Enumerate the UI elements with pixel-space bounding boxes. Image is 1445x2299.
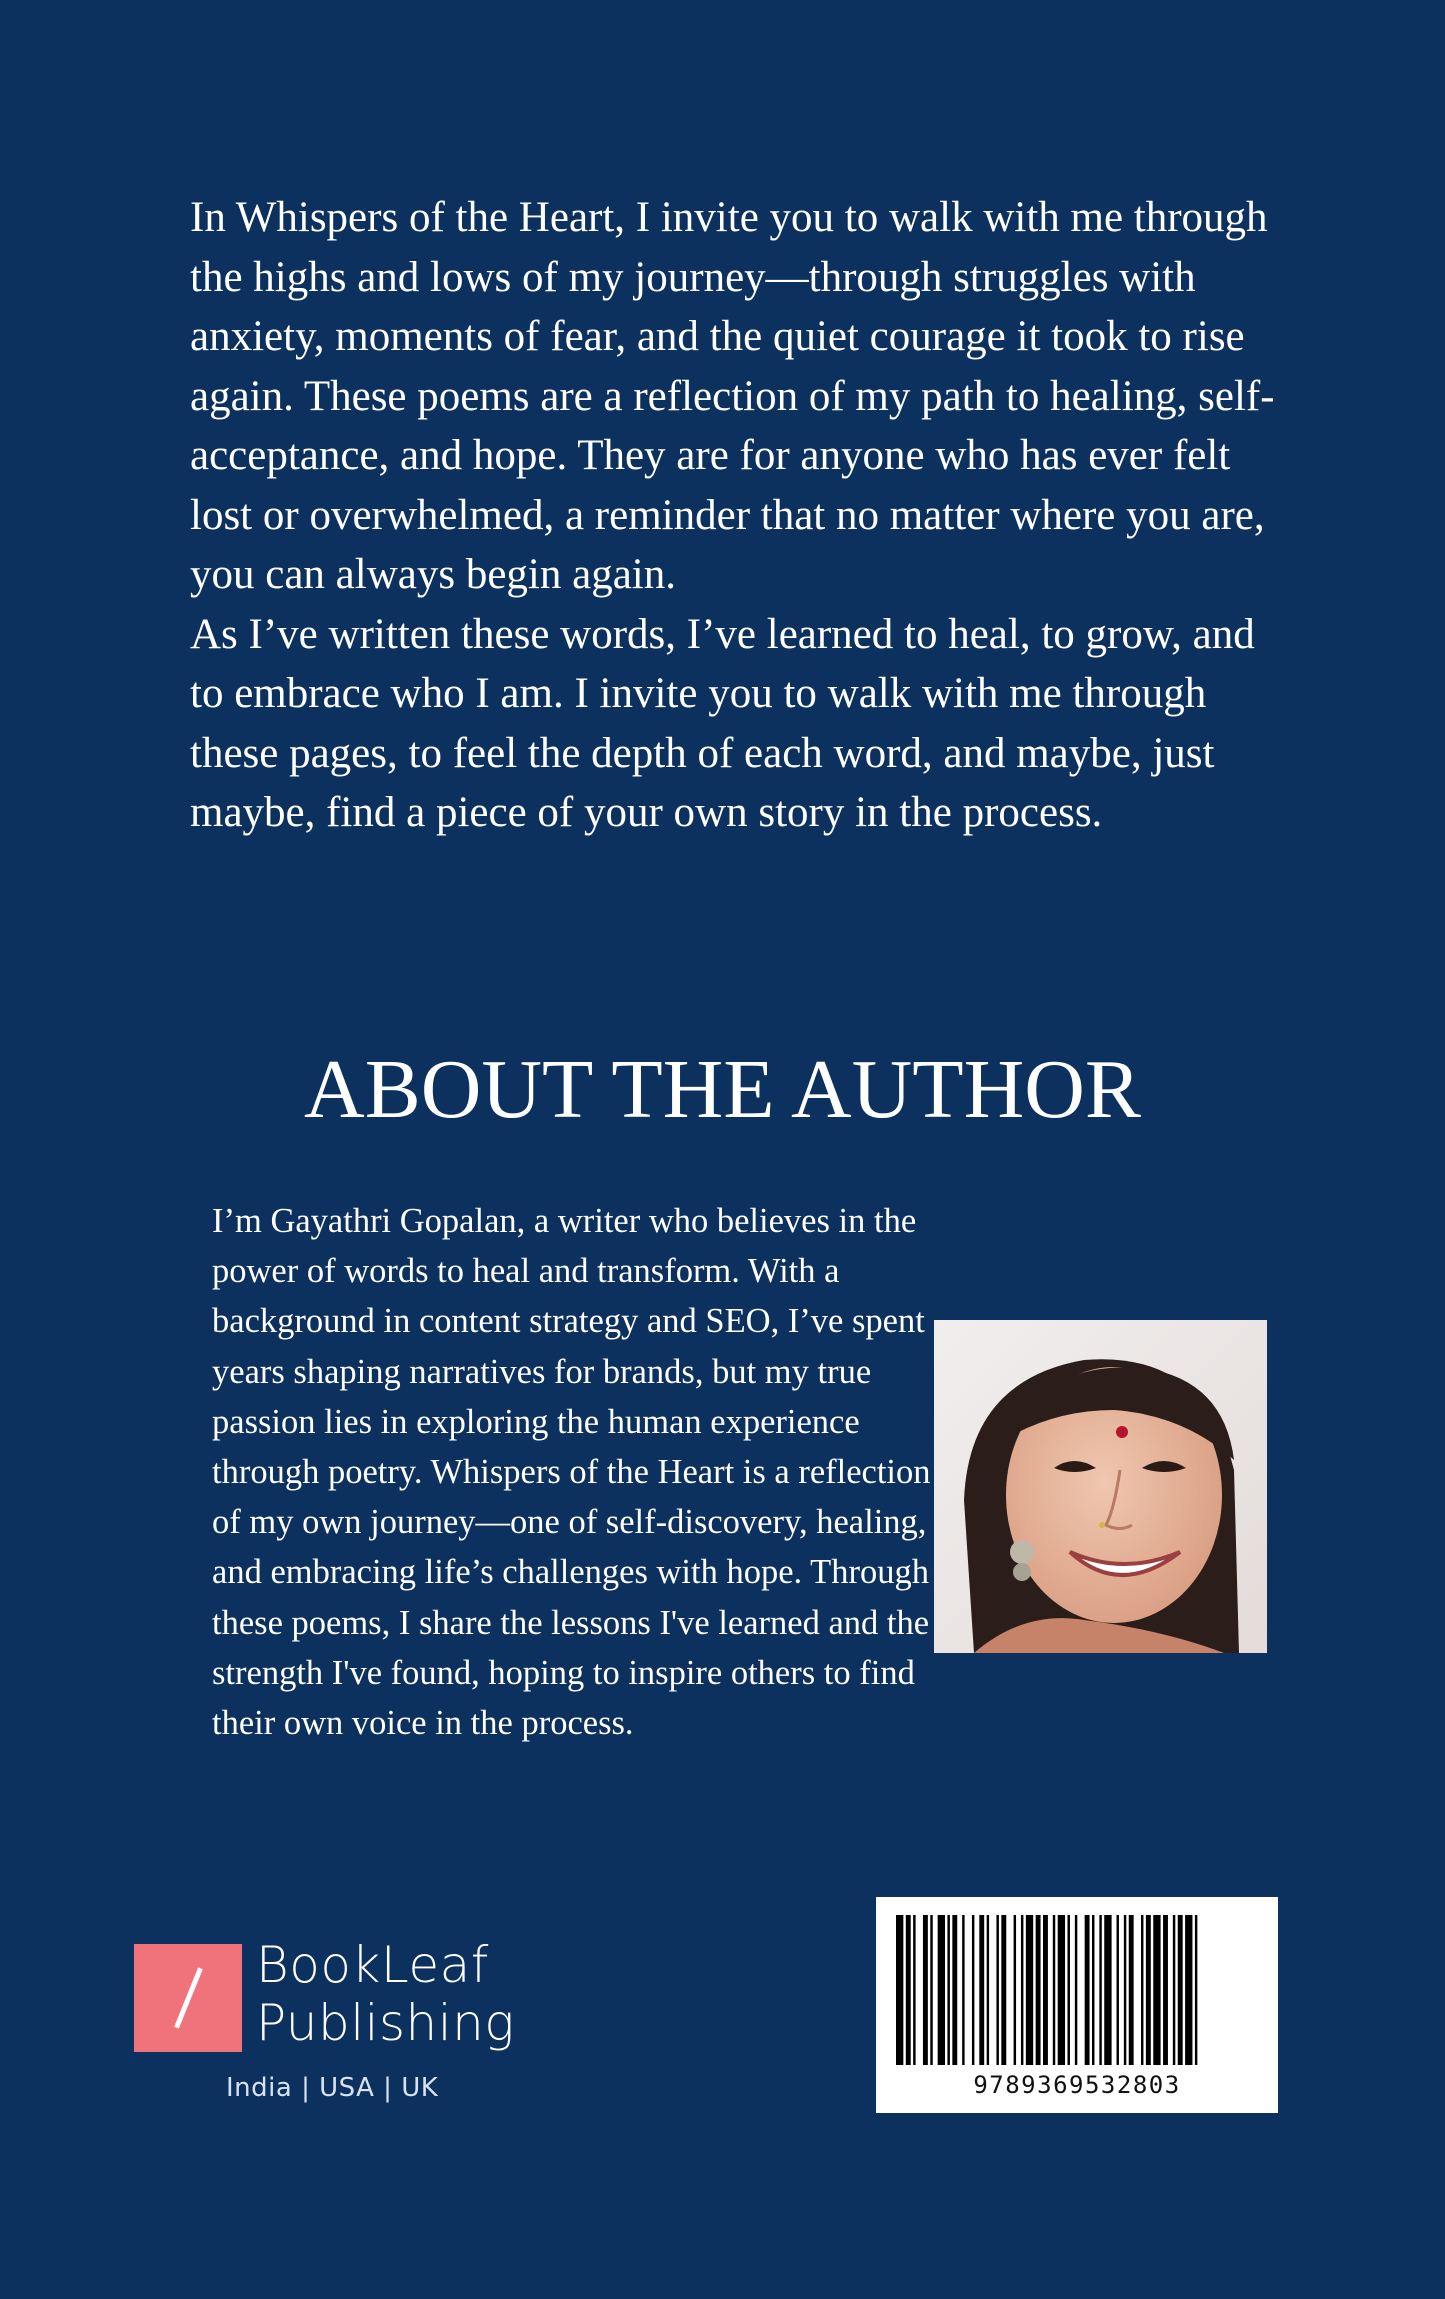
barcode-bar	[1178, 1915, 1183, 2065]
barcode-bars	[892, 1915, 1262, 2065]
barcode-bar	[952, 1915, 957, 2065]
publisher-logo	[134, 1936, 554, 2114]
barcode-bar	[972, 1915, 974, 2065]
barcode-bar	[1043, 1915, 1048, 2065]
barcode-bar	[913, 1915, 915, 2065]
barcode-bar	[1173, 1915, 1175, 2065]
barcode-bar	[979, 1915, 984, 2065]
book-blurb	[190, 188, 1280, 843]
barcode-bar	[923, 1915, 928, 2065]
publisher-name	[256, 1936, 515, 2052]
publisher-name-line-2: Publishing	[256, 1994, 515, 2052]
barcode-bar	[1014, 1915, 1016, 2065]
publisher-name-line-1: BookLeaf	[256, 1936, 489, 1994]
publisher-mark-icon	[134, 1944, 242, 2052]
barcode-bar	[1153, 1915, 1160, 2065]
barcode-bar	[1117, 1915, 1119, 2065]
barcode-bar	[1195, 1915, 1197, 2065]
barcode-bar	[896, 1915, 903, 2065]
barcode-bar	[1053, 1915, 1055, 2065]
barcode-bar	[1163, 1915, 1168, 2065]
author-photo	[934, 1320, 1267, 1653]
barcode-bar	[1021, 1915, 1023, 2065]
barcode-bar	[1129, 1915, 1134, 2065]
barcode-bar	[996, 1915, 998, 2065]
barcode-bar	[1104, 1915, 1111, 2065]
barcode-bar	[1092, 1915, 1094, 2065]
slash-icon	[174, 1967, 203, 2028]
barcode-bar	[1036, 1915, 1041, 2065]
barcode-bar	[947, 1915, 949, 2065]
barcode-bar	[1146, 1915, 1151, 2065]
barcode-bar	[1099, 1915, 1101, 2065]
barcode-bar	[1124, 1915, 1126, 2065]
barcode-bar	[987, 1915, 989, 2065]
author-bio: I’m Gayathri Gopalan, a writer who believes in the power of words to heal and transform. With a background in content strategy and SEO, I’ve spent years shaping narratives for brands, but my true passion lies in exploring the human experience through poetry. Whispers of the Heart is a reflection of my own journey—one of self-discovery, healing, and embracing life’s challenges with hope. Through these poems, I share the lessons I've learned and the strength I've found, hoping to inspire others to find their own voice in the process.	[212, 1202, 931, 1743]
isbn-barcode	[876, 1897, 1278, 2113]
barcode-bar	[1001, 1915, 1006, 2065]
barcode-bar	[1141, 1915, 1143, 2065]
publisher-regions: India | USA | UK	[226, 2073, 439, 2103]
barcode-bar	[906, 1915, 911, 2065]
about-author-heading: ABOUT THE AUTHOR	[304, 1043, 1141, 1136]
barcode-bar	[1068, 1915, 1070, 2065]
blurb-paragraph-1: In Whispers of the Heart, I invite you to walk with me through the highs and lows of my journey—through struggles with anxiety, moments of fear, and the quiet courage it took to rise again. These poems are a reflection of my path to healing, self-acceptance, and hope. They are for anyone who has ever felt lost or overwhelmed, a reminder that no matter where you are, you can always begin again.	[190, 194, 1275, 598]
barcode-bar	[1075, 1915, 1077, 2065]
barcode-bar	[930, 1915, 932, 2065]
blurb-paragraph-2: As I’ve written these words, I’ve learned to heal, to grow, and to embrace who I am. I invite you to walk with me through these pages, to feel the depth of each word, and maybe, just maybe, find a piece of your own story in the process.	[190, 610, 1255, 836]
barcode-bar	[938, 1915, 945, 2065]
barcode-bar	[1085, 1915, 1090, 2065]
barcode-bar	[1058, 1915, 1065, 2065]
barcode-bar	[962, 1915, 964, 2065]
barcode-bar	[1026, 1915, 1033, 2065]
barcode-bar	[1185, 1915, 1192, 2065]
isbn-number: 9789369532803	[973, 2071, 1181, 2099]
